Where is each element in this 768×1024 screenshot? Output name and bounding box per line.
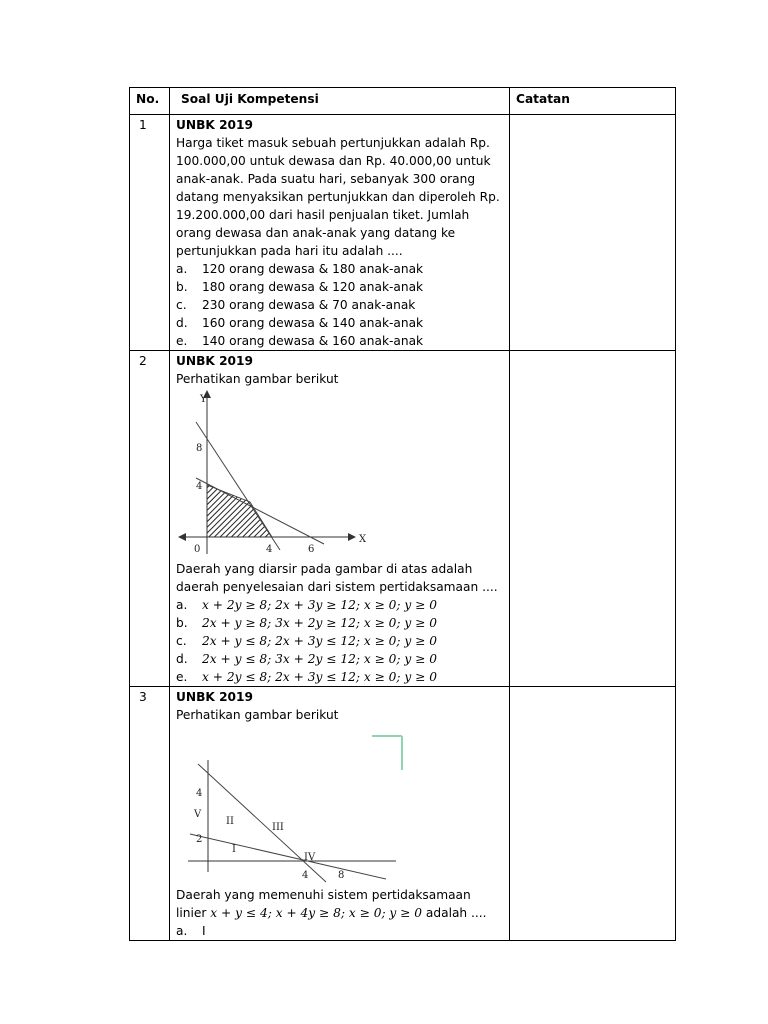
shaded-region [207, 485, 272, 537]
question-text-prefix: linier [176, 906, 207, 920]
option-letter: d. [176, 316, 188, 330]
region-label: V [194, 809, 202, 820]
table-row [130, 351, 676, 687]
question-cell [170, 351, 510, 687]
question-text: Harga tiket masuk sebuah pertunjukkan adalah Rp. 100.000,00 untuk dewasa dan Rp. 40.000,00 untuk anak-anak. Pada suatu hari, sebanyak 300 orang datang menyaksikan pertunjukkan dan diperoleh Rp. 19.200.000,00 dari hasil penjualan tiket. Jumlah orang dewasa dan anak-anak yang datang ke pertunjukkan pada hari itu adalah .... [176, 136, 500, 258]
question-number: 2 [130, 351, 170, 687]
header-no: No. [130, 88, 170, 115]
option-text: 2x + y ≥ 8; 3x + 2y ≥ 12; x ≥ 0; y ≥ 0 [202, 616, 438, 630]
question-number: 1 [130, 115, 170, 351]
option-letter: a. [176, 924, 188, 938]
y-tick-label: 4 [196, 481, 203, 492]
option-letter: e. [176, 334, 188, 348]
catatan-cell[interactable] [510, 351, 676, 687]
x-tick-label: 4 [266, 544, 273, 555]
option-item[interactable] [176, 260, 503, 278]
region-label: III [272, 822, 284, 833]
x-axis-arrow [348, 533, 356, 541]
option-text: 160 orang dewasa & 140 anak-anak [202, 316, 424, 330]
region-label: I [232, 844, 236, 855]
option-text: 2x + y ≤ 8; 2x + 3y ≤ 12; x ≥ 0; y ≥ 0 [202, 634, 438, 648]
option-item[interactable] [176, 296, 503, 314]
option-letter: a. [176, 262, 188, 276]
answer-options [176, 260, 503, 350]
answer-options [176, 596, 503, 686]
line-x-plus-4y-8 [190, 834, 386, 879]
option-item[interactable] [176, 614, 503, 632]
question-cell [170, 687, 510, 941]
header-soal: Soal Uji Kompetensi [170, 88, 510, 115]
question-text-suffix: adalah .... [425, 906, 487, 920]
question-cell [170, 115, 510, 351]
answer-options [176, 922, 503, 940]
question-source: UNBK 2019 [176, 690, 253, 704]
option-text: x + 2y ≥ 8; 2x + 3y ≥ 12; x ≥ 0; y ≥ 0 [202, 598, 438, 612]
option-text: 230 orang dewasa & 70 anak-anak [202, 298, 416, 312]
question-text: Daerah yang diarsir pada gambar di atas adalah daerah penyelesaian dari sistem pertidaksamaan .... [176, 562, 498, 594]
line-x-plus-y-4 [198, 764, 326, 882]
option-item[interactable] [176, 922, 503, 940]
region-label: IV [304, 852, 316, 863]
option-text: 180 orang dewasa & 120 anak-anak [202, 280, 424, 294]
option-item[interactable] [176, 314, 503, 332]
question-intro: Perhatikan gambar berikut [176, 372, 339, 386]
table-row [130, 115, 676, 351]
x-tick-label: 6 [308, 544, 315, 555]
y-axis-label: Y [200, 394, 207, 405]
question-source: UNBK 2019 [176, 354, 253, 368]
x-axis-arrow-left [178, 533, 186, 541]
question-math: x + y ≤ 4; x + 4y ≥ 8; x ≥ 0; y ≥ 0 [210, 906, 423, 920]
option-item[interactable] [176, 632, 503, 650]
question-number: 3 [130, 687, 170, 941]
option-item[interactable] [176, 278, 503, 296]
option-item[interactable] [176, 596, 503, 614]
region-label: II [226, 816, 234, 827]
y-tick-label: 8 [196, 443, 203, 454]
x-tick-label: 8 [338, 870, 345, 881]
catatan-cell[interactable] [510, 115, 676, 351]
option-letter: b. [176, 616, 188, 630]
competency-table [129, 87, 676, 941]
x-axis-label: X [359, 534, 367, 545]
option-text: 120 orang dewasa & 180 anak-anak [202, 262, 424, 276]
option-text: 140 orang dewasa & 160 anak-anak [202, 334, 424, 348]
option-letter: d. [176, 652, 188, 666]
y-tick-label: 4 [196, 788, 203, 799]
x-tick-label: 0 [194, 544, 201, 555]
option-item[interactable] [176, 668, 503, 686]
option-item[interactable] [176, 650, 503, 668]
x-tick-label: 4 [302, 870, 309, 881]
option-letter: c. [176, 634, 187, 648]
inequality-graph [176, 724, 406, 886]
question-text: Daerah yang memenuhi sistem pertidaksamaan [176, 888, 471, 902]
question-text-line2 [176, 904, 503, 922]
option-letter: a. [176, 598, 188, 612]
y-tick-label: 2 [196, 834, 203, 845]
option-letter: c. [176, 298, 187, 312]
option-text: x + 2y ≤ 8; 2x + 3y ≤ 12; x ≥ 0; y ≥ 0 [202, 670, 438, 684]
option-letter: b. [176, 280, 188, 294]
header-catatan: Catatan [510, 88, 676, 115]
option-text: I [202, 924, 206, 938]
option-text: 2x + y ≤ 8; 3x + 2y ≤ 12; x ≥ 0; y ≥ 0 [202, 652, 438, 666]
question-source: UNBK 2019 [176, 118, 253, 132]
table-header-row [130, 88, 676, 115]
option-item[interactable] [176, 332, 503, 350]
inequality-graph [176, 388, 376, 560]
question-intro: Perhatikan gambar berikut [176, 708, 339, 722]
table-row [130, 687, 676, 941]
catatan-cell[interactable] [510, 687, 676, 941]
option-letter: e. [176, 670, 188, 684]
